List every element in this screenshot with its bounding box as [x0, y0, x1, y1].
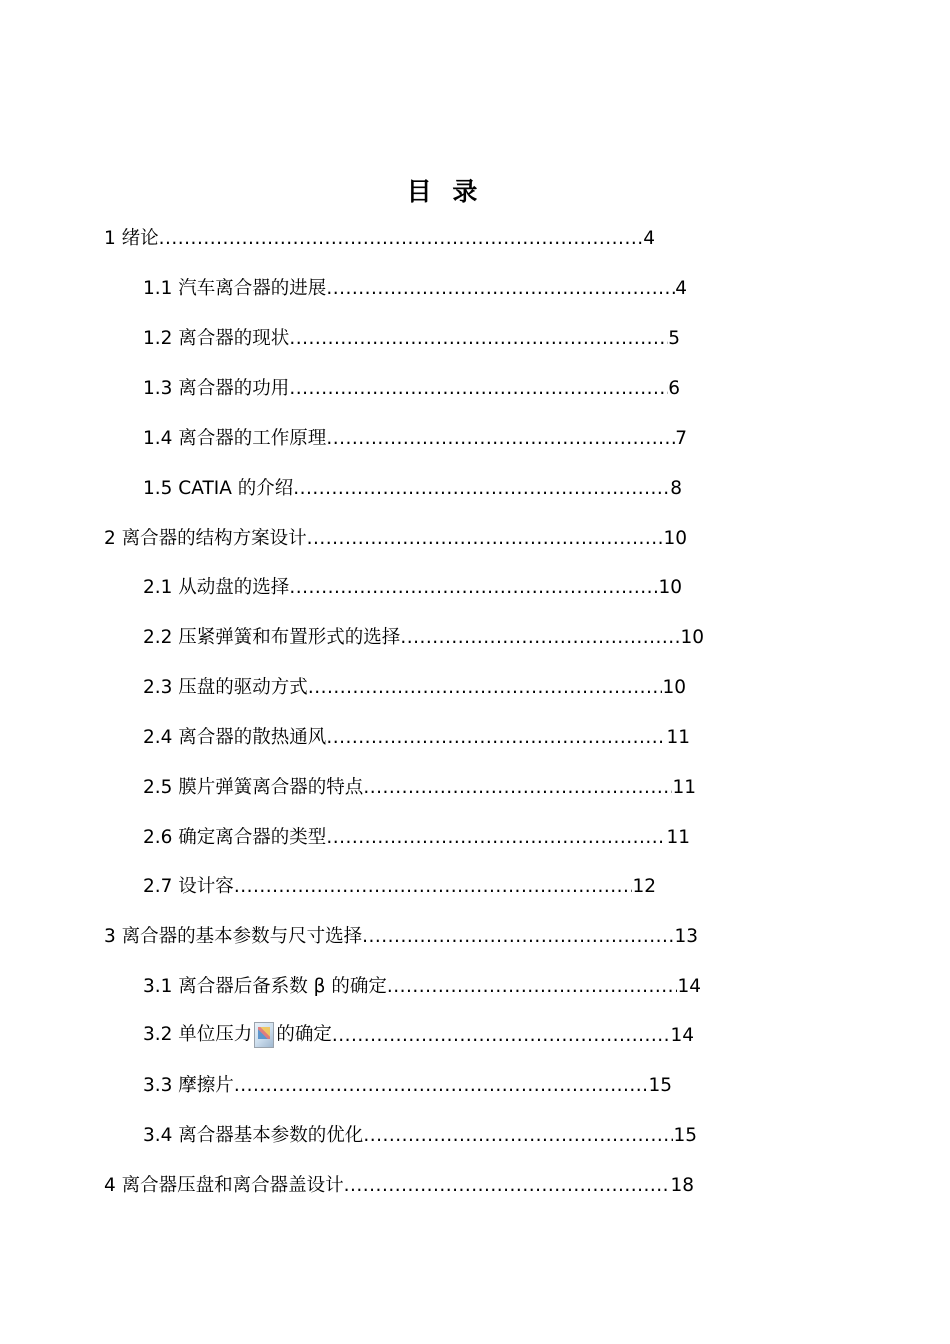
- toc-leader-dots: [289, 327, 668, 351]
- toc-leader-dots: [400, 626, 680, 650]
- toc-entry-label: 2.7 设计容: [143, 876, 234, 897]
- toc-leader-dots: [326, 277, 675, 301]
- toc-entry-label: 2.6 确定离合器的类型: [143, 827, 327, 848]
- toc-entry[interactable]: [143, 327, 680, 351]
- toc-entry-label: 2.1 从动盘的选择: [143, 577, 290, 598]
- toc-entry-page: 11: [666, 727, 690, 748]
- toc-entry-page: 14: [677, 976, 701, 997]
- toc-entry-label-part: 的确定: [276, 1024, 332, 1045]
- toc-entry-page: 18: [670, 1175, 694, 1196]
- toc-leader-dots: [362, 925, 674, 949]
- toc-entry-label: 1.2 离合器的现状: [143, 328, 290, 349]
- toc-entry-page: 15: [648, 1075, 672, 1096]
- toc-entry-label: 1.1 汽车离合器的进展: [143, 278, 327, 299]
- toc-leader-dots: [326, 427, 675, 451]
- toc-entry[interactable]: [143, 1024, 694, 1048]
- toc-entry-page: 15: [673, 1125, 697, 1146]
- toc-entry-label: 3.4 离合器基本参数的优化: [143, 1125, 364, 1146]
- toc-entry[interactable]: [143, 377, 680, 401]
- toc-entry-label: 2.5 膜片弹簧离合器的特点: [143, 777, 364, 798]
- toc-entry-page: 10: [662, 677, 686, 698]
- toc-entry[interactable]: [104, 1174, 694, 1198]
- toc-entry-label: 1.4 离合器的工作原理: [143, 428, 327, 449]
- toc-entry-label: 3 离合器的基本参数与尺寸选择: [104, 926, 363, 947]
- toc-leader-dots: [159, 227, 644, 251]
- toc-leader-dots: [363, 776, 672, 800]
- toc-entry[interactable]: [143, 875, 656, 899]
- toc-entry-page: 10: [663, 528, 687, 549]
- toc-leader-dots: [289, 377, 668, 401]
- toc-entry[interactable]: [143, 826, 690, 850]
- toc-leader-dots: [344, 1174, 671, 1198]
- toc-entry-label: [143, 1022, 332, 1048]
- toc-entry-label: 2.2 压紧弹簧和布置形式的选择: [143, 627, 401, 648]
- toc-entry[interactable]: [104, 925, 698, 949]
- toc-entry-label: 1.5 CATIA 的介绍: [143, 478, 294, 499]
- toc-entry[interactable]: [143, 427, 687, 451]
- toc-entry[interactable]: [143, 1124, 697, 1148]
- toc-entry[interactable]: [143, 477, 682, 501]
- toc-entry-label-part: 3.2 单位压力: [143, 1024, 253, 1045]
- toc-entry-label: 3.1 离合器后备系数 β 的确定: [143, 976, 387, 997]
- toc-entry-page: 12: [632, 876, 656, 897]
- toc-entry-label: 2.4 离合器的散热通风: [143, 727, 327, 748]
- toc-entry[interactable]: [143, 1074, 672, 1098]
- toc-leader-dots: [307, 527, 664, 551]
- toc-entry-page: 14: [670, 1025, 694, 1046]
- toc-leader-dots: [326, 826, 666, 850]
- toc-entry[interactable]: [104, 527, 687, 551]
- toc-leader-dots: [308, 676, 663, 700]
- toc-entry-page: 10: [680, 627, 704, 648]
- toc-entry[interactable]: [143, 975, 701, 999]
- toc-leader-dots: [326, 726, 666, 750]
- toc-entry-page: 5: [668, 328, 680, 349]
- toc-entry-label: 1.3 离合器的功用: [143, 378, 290, 399]
- toc-entry-page: 6: [668, 378, 680, 399]
- toc-entry[interactable]: [143, 776, 696, 800]
- toc-leader-dots: [363, 1124, 673, 1148]
- toc-entry-page: 10: [658, 577, 682, 598]
- toc-entry-page: 4: [675, 278, 687, 299]
- toc-entry[interactable]: [143, 576, 682, 600]
- toc-entry-label: 2.3 压盘的驱动方式: [143, 677, 308, 698]
- toc-entry[interactable]: [104, 227, 655, 251]
- toc-leader-dots: [387, 975, 678, 999]
- toc-entry[interactable]: [143, 676, 686, 700]
- toc-leader-dots: [234, 875, 633, 899]
- toc-entry-label: 4 离合器压盘和离合器盖设计: [104, 1175, 344, 1196]
- toc-entry-label: 3.3 摩擦片: [143, 1075, 234, 1096]
- toc-entry-page: 11: [672, 777, 696, 798]
- toc-entry-page: 11: [666, 827, 690, 848]
- toc-entry-label: 1 绪论: [104, 228, 159, 249]
- toc-entry[interactable]: [143, 277, 687, 301]
- toc-entry-label: 2 离合器的结构方案设计: [104, 528, 307, 549]
- formula-image-icon: [254, 1022, 274, 1048]
- toc-leader-dots: [289, 576, 658, 600]
- toc-title: 目 录: [406, 177, 484, 206]
- toc-entry-page: 8: [670, 478, 682, 499]
- toc-entry-page: 13: [674, 926, 698, 947]
- toc-entry[interactable]: [143, 626, 704, 650]
- toc-leader-dots: [234, 1074, 649, 1098]
- toc-leader-dots: [293, 477, 670, 501]
- toc-leader-dots: [332, 1024, 671, 1048]
- toc-entry-page: 7: [675, 428, 687, 449]
- toc-entry[interactable]: [143, 726, 690, 750]
- toc-entry-page: 4: [643, 228, 655, 249]
